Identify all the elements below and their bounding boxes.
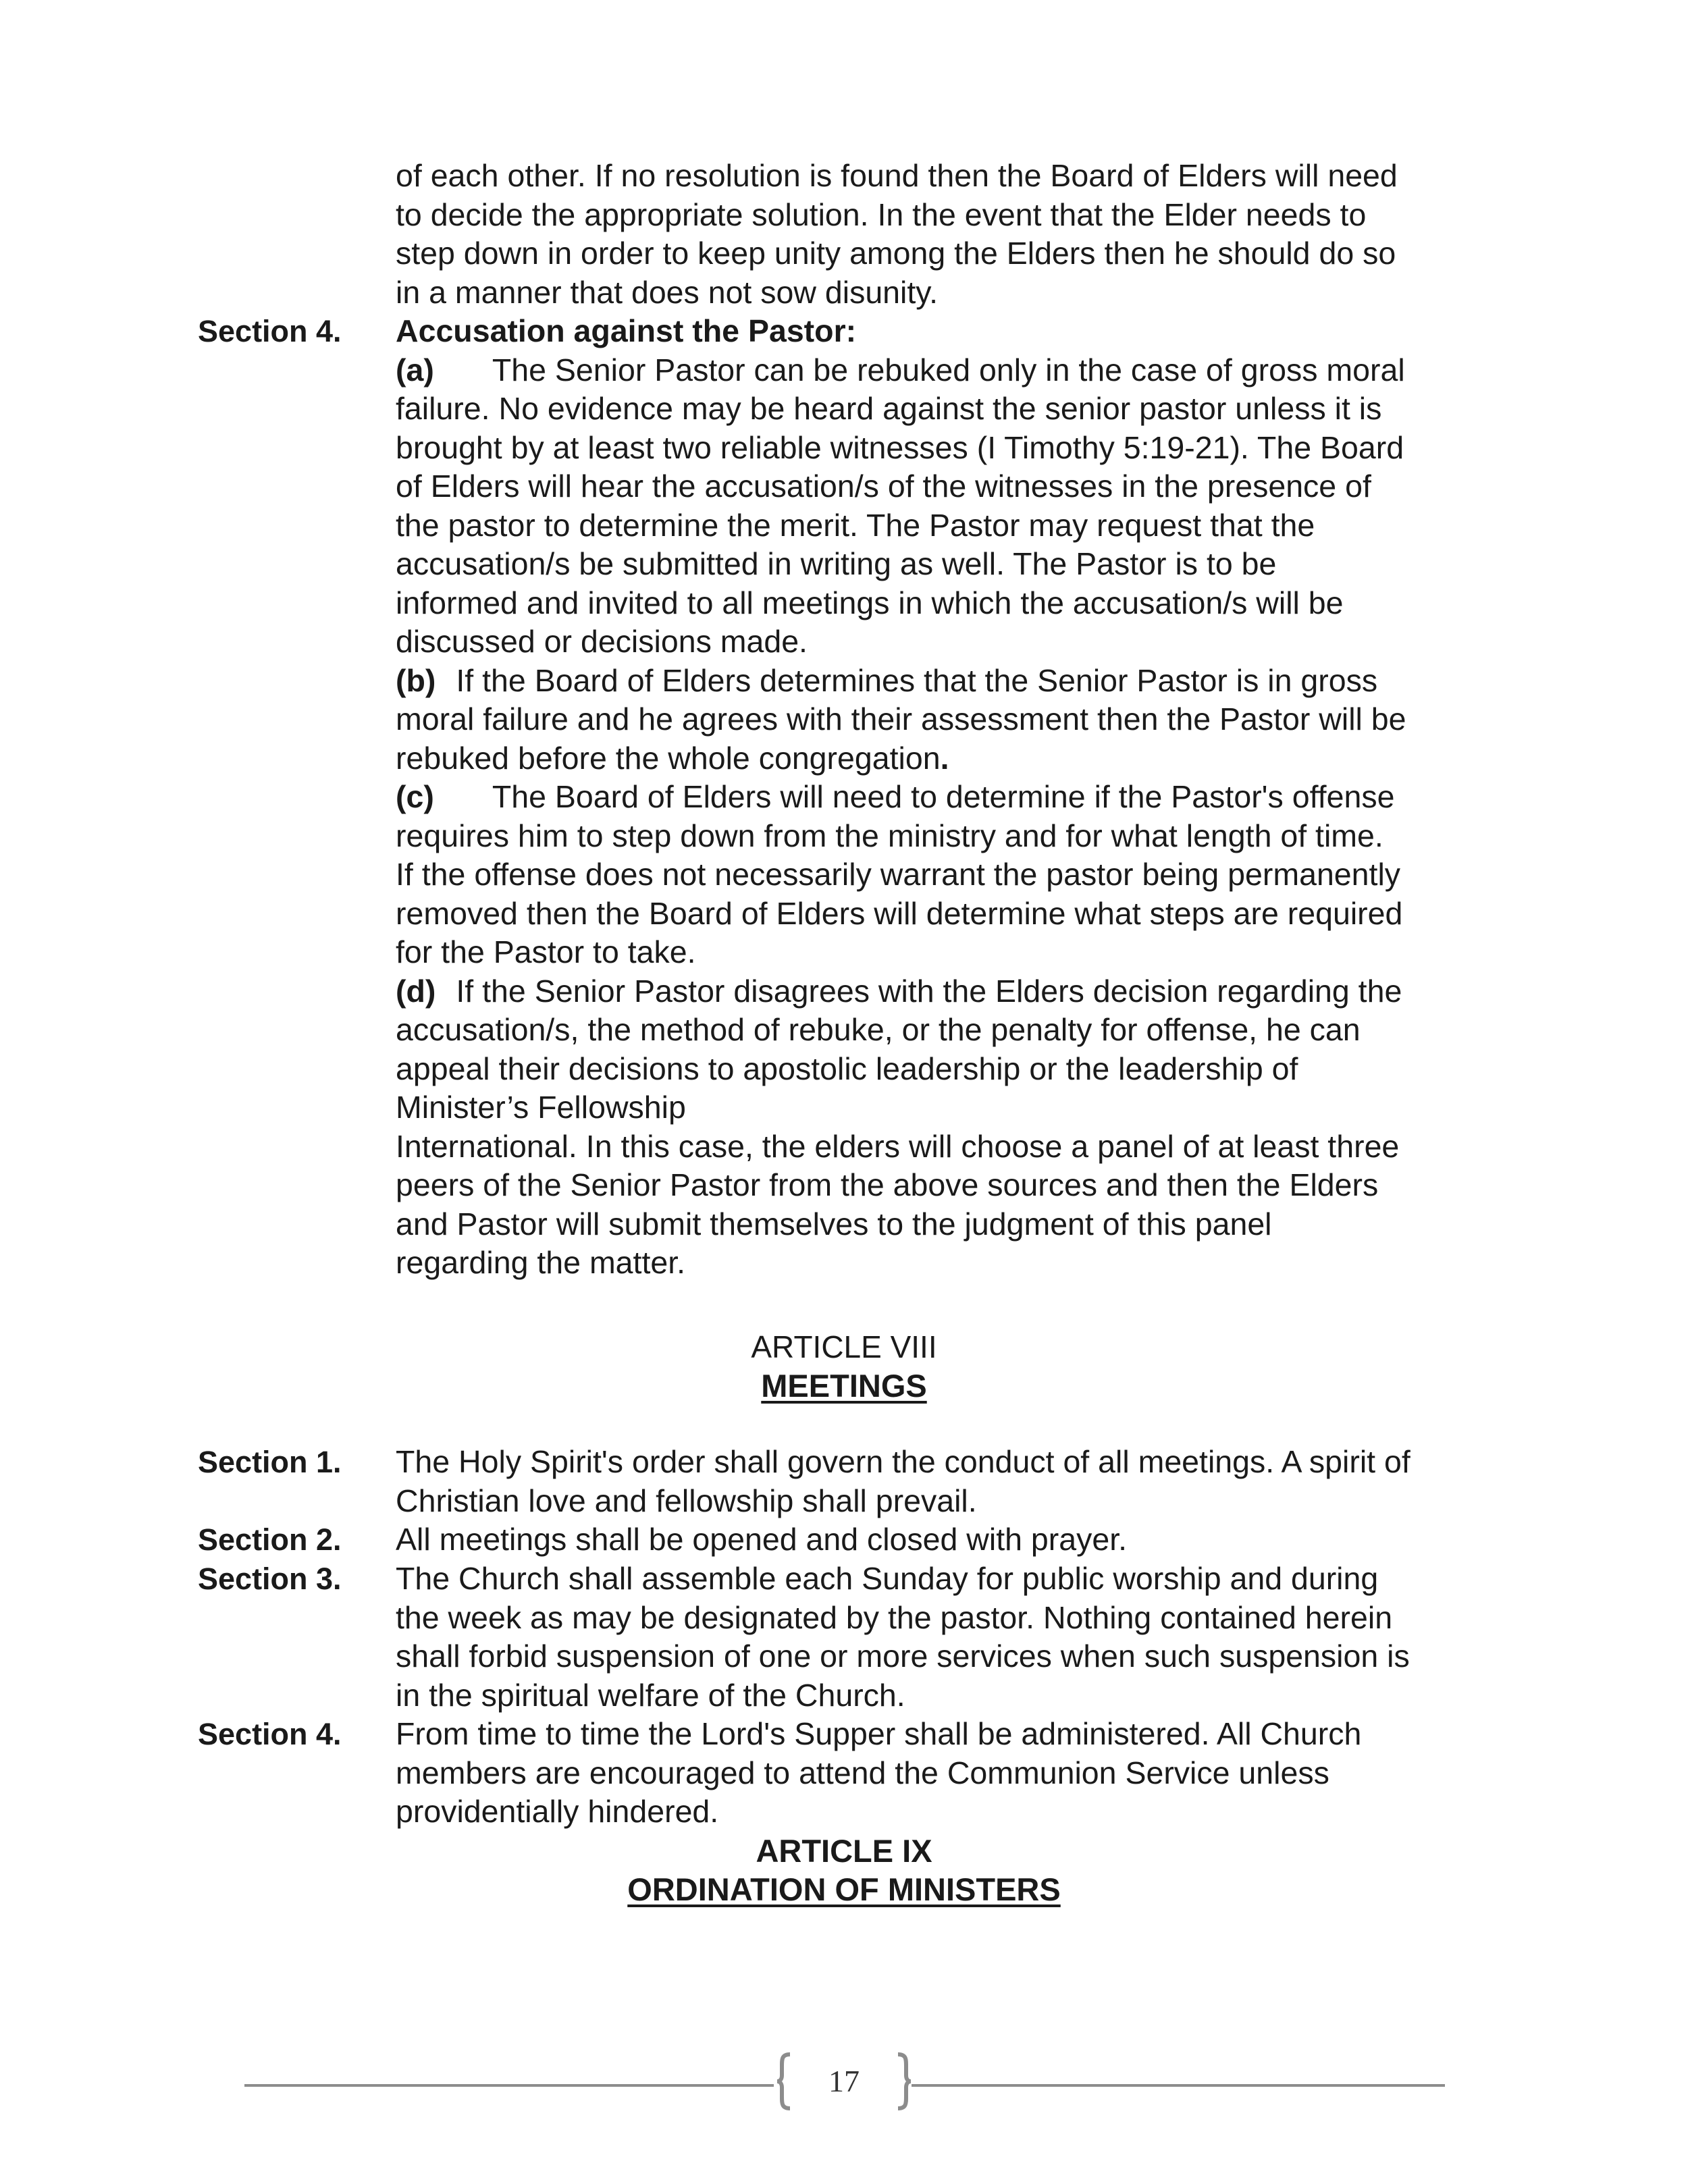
article-title <box>0 1366 1688 1406</box>
text-line: accusation/s be submitted in writing as well. The Pastor is to be <box>396 546 1277 581</box>
article-title-text: ORDINATION OF MINISTERS <box>627 1871 1061 1907</box>
text-line: for the Pastor to take. <box>396 934 696 969</box>
text-line: failure. No evidence may be heard against the senior pastor unless it is <box>396 391 1382 426</box>
text-line: the pastor to determine the merit. The Pastor may request that the <box>396 507 1315 543</box>
text-line: removed then the Board of Elders will determine what steps are required <box>396 895 1403 931</box>
text-line: in the spiritual welfare of the Church. <box>396 1677 905 1713</box>
text-line: Christian love and fellowship shall prevail. <box>396 1483 977 1518</box>
text-line: moral failure and he agrees with their assessment then the Pastor will be <box>396 701 1406 737</box>
section-label: Section 2. <box>198 1522 342 1557</box>
text-line: discussed or decisions made. <box>396 624 808 659</box>
text-line: Minister’s Fellowship <box>396 1090 686 1125</box>
text-line: in a manner that does not sow disunity. <box>396 274 939 310</box>
section-heading: Accusation against the Pastor: <box>396 313 857 348</box>
text-line: All meetings shall be opened and closed with prayer. <box>396 1522 1128 1557</box>
text-line: From time to time the Lord's Supper shall be administered. All Church <box>396 1716 1362 1751</box>
text-line: appeal their decisions to apostolic leadership or the leadership of <box>396 1050 1298 1086</box>
text-line: requires him to step down from the ministry and for what length of time. <box>396 818 1383 853</box>
text-line: International. In this case, the elders will choose a panel of at least three <box>396 1128 1400 1164</box>
text-line: the week as may be designated by the pastor. Nothing contained herein <box>396 1599 1393 1635</box>
text-span: The Senior Pastor can be rebuked only in the case of gross moral <box>492 352 1405 388</box>
item-marker: (d) <box>396 973 436 1009</box>
meetings-section-3 <box>396 1560 1503 1715</box>
text-span: If the Board of Elders determines that the Senior Pastor is in gross <box>456 662 1378 698</box>
text-line: members are encouraged to attend the Communion Service unless <box>396 1755 1329 1790</box>
item-marker: (a) <box>396 352 434 388</box>
text-line: peers of the Senior Pastor from the above sources and then the Elders <box>396 1167 1379 1202</box>
continuation-paragraph <box>396 157 1503 312</box>
footer-rule-left <box>244 2084 774 2087</box>
section-label: Section 1. <box>198 1445 342 1479</box>
text-line: The Church shall assemble each Sunday for public worship and during <box>396 1561 1379 1596</box>
article-title-text: MEETINGS <box>761 1368 927 1404</box>
text-line: The Holy Spirit's order shall govern the conduct of all meetings. A spirit of <box>396 1444 1410 1479</box>
text-line: informed and invited to all meetings in which the accusation/s will be <box>396 585 1344 620</box>
bold-period: . <box>940 740 949 776</box>
text-line: regarding the matter. <box>396 1245 686 1280</box>
meetings-section-1 <box>396 1443 1503 1520</box>
section-label: Section 4. <box>198 1717 342 1751</box>
paragraph-a-first <box>396 351 1503 390</box>
paragraph-b-first <box>396 662 1503 701</box>
accusation-section <box>396 312 1503 1283</box>
text-line: If the offense does not necessarily warrant the pastor being permanently <box>396 857 1401 892</box>
page-number: 17 <box>828 2064 860 2098</box>
text-line: shall forbid suspension of one or more services when such suspension is <box>396 1639 1410 1674</box>
meetings-section-2 <box>396 1520 1503 1560</box>
paragraph-b-last <box>396 739 1503 778</box>
item-marker: (c) <box>396 779 434 814</box>
text-line: and Pastor will submit themselves to the judgment of this panel <box>396 1206 1272 1242</box>
section-label: Section 3. <box>198 1562 342 1596</box>
text-line: providentially hindered. <box>396 1794 719 1829</box>
paragraph-c-first <box>396 778 1503 817</box>
text-line: of Elders will hear the accusation/s of the witnesses in the presence of <box>396 469 1371 504</box>
meetings-section-4 <box>396 1715 1503 1832</box>
article-title <box>0 1870 1688 1909</box>
item-marker: (b) <box>396 662 436 698</box>
paragraph-d-first <box>396 972 1503 1011</box>
article-number: ARTICLE IX <box>756 1833 932 1869</box>
article-number: ARTICLE VIII <box>751 1329 937 1364</box>
text-line: step down in order to keep unity among the Elders then he should do so <box>396 236 1396 271</box>
text-span: If the Senior Pastor disagrees with the Elders decision regarding the <box>456 973 1402 1009</box>
section-label: Section 4. <box>198 314 342 348</box>
text-line: to decide the appropriate solution. In the event that the Elder needs to <box>396 196 1367 232</box>
text-span: The Board of Elders will need to determine if the Pastor's offense <box>492 779 1395 814</box>
text-span: rebuked before the whole congregation <box>396 740 941 776</box>
text-line: of each other. If no resolution is found then the Board of Elders will need <box>396 158 1398 193</box>
text-line: accusation/s, the method of rebuke, or the penalty for offense, he can <box>396 1012 1361 1047</box>
footer-rule-right <box>912 2084 1445 2087</box>
text-line: brought by at least two reliable witnesses (I Timothy 5:19-21). The Board <box>396 429 1404 465</box>
